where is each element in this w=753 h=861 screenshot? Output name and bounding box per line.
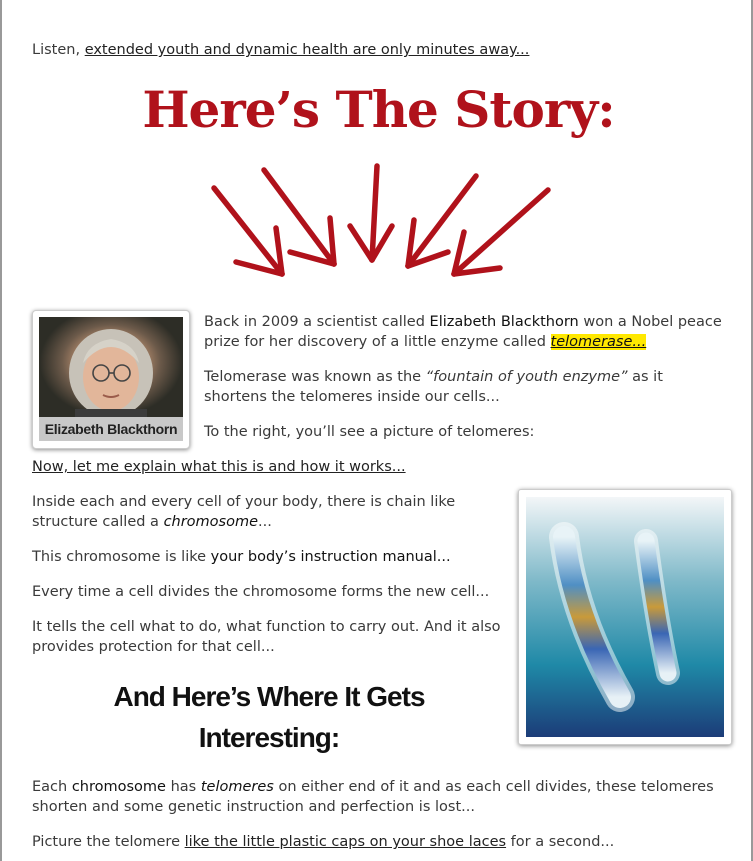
telomeres-term: telomeres [200, 779, 274, 795]
text-run: won a Nobel peace prize for her discovery of a little enzyme called [204, 314, 722, 350]
paragraph-right-picture: To the right, you’ll see a picture of telomeres: [204, 424, 535, 440]
explain-paragraph [32, 457, 632, 477]
paragraph-telomeres [32, 777, 722, 817]
section-heading: And Here’s Where It Gets Interesting: [113, 681, 425, 753]
scientist-name: Elizabeth Blackthorn [429, 314, 579, 330]
scientist-photo-frame [32, 310, 190, 449]
text-run: Picture the telomere [32, 834, 185, 850]
photo-caption: Elizabeth Blackthorn [39, 417, 183, 441]
text-run: on either end of it and as each cell divides, these telomeres shorten and some genetic instruction and perfection is lost... [32, 779, 714, 815]
red-arrows-icon [214, 166, 548, 274]
instruction-manual-term: your body’s instruction manual... [210, 549, 451, 565]
arrows-down-graphic [202, 160, 562, 285]
chromosome-image-frame [518, 489, 732, 745]
text-run: Telomerase was known as the [204, 369, 426, 385]
text-run: Each [32, 779, 72, 795]
chromosome-term: chromosome [163, 514, 259, 530]
text-run: Inside each and every cell of your body, there is chain like structure called a [32, 494, 456, 530]
paragraph-chromosome [32, 492, 507, 532]
chromosome-bold: chromosome [71, 779, 166, 795]
text-run: This chromosome is like [32, 549, 211, 565]
intro-paragraph [32, 40, 732, 60]
paragraph-cell-divides: Every time a cell divides the chromosome forms the new cell... [32, 584, 490, 600]
text-run: for a second... [506, 834, 615, 850]
paragraph-shoe-laces [32, 832, 732, 852]
portrait-icon [39, 317, 183, 417]
intro-lead: Listen, [32, 42, 85, 58]
story-heading: Here’s The Story: [142, 80, 615, 139]
text-run: as it shortens the telomeres inside our cells... [204, 369, 663, 405]
shoe-laces-link[interactable]: like the little plastic caps on your shoe laces [184, 834, 507, 850]
paragraph-instruction-manual [32, 547, 507, 567]
paragraph-nobel [204, 312, 724, 352]
telomerase-highlight: telomerase... [550, 334, 647, 350]
intro-link[interactable]: extended youth and dynamic health are only minutes away... [84, 42, 530, 58]
portrait-photo [39, 317, 183, 417]
text-run: Back in 2009 a scientist called [204, 314, 430, 330]
text-run: ... [258, 514, 272, 530]
fountain-quote: “fountain of youth enzyme” [425, 369, 628, 385]
paragraph-cell-function: It tells the cell what to do, what function to carry out. And it also provides protection for that cell... [32, 619, 501, 655]
chromosome-icon [526, 497, 724, 737]
text-run: has [165, 779, 201, 795]
explain-link[interactable]: Now, let me explain what this is and how it works... [32, 459, 406, 475]
paragraph-telomerase [204, 367, 724, 407]
